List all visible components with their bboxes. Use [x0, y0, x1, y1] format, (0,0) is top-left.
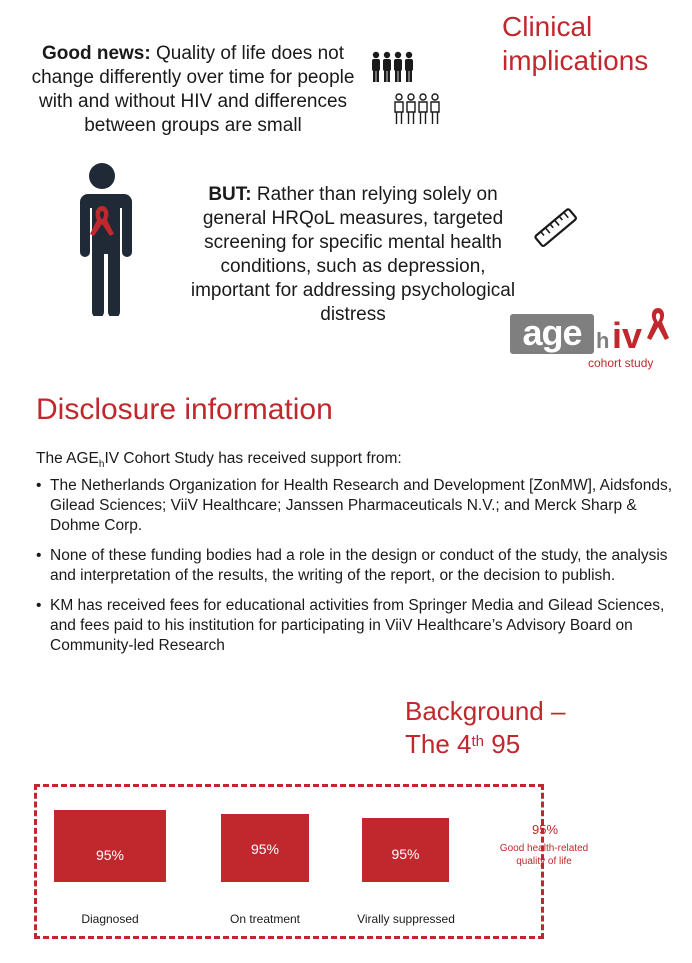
- bar-diagnosed: [54, 810, 166, 882]
- disclosure-list: [36, 476, 676, 666]
- title-line: Clinical: [502, 11, 593, 42]
- list-item: • The Netherlands Organization for Health Research and Development [ZonMW], Aidsfonds, Gilead Sciences; ViiV Healthcare; Janssen Pharmaceuticals N.V.; and Merck Sharp & Dohme Corp.: [36, 476, 676, 536]
- bar-value-label: 95%: [391, 846, 420, 862]
- but-text: [190, 183, 516, 327]
- logo-iv: iv: [612, 315, 643, 356]
- intro-part: The AGE: [36, 450, 99, 467]
- logo-subtitle: cohort study: [588, 356, 654, 370]
- logo-age: age: [510, 314, 594, 354]
- good-news-label: Good news:: [41, 43, 151, 64]
- list-item: • None of these funding bodies had a role in the design or conduct of the study, the analysis and interpretation of the results, the writing of the report, or the decision to publish.: [36, 546, 676, 586]
- list-item: • KM has received fees for educational activities from Springer Media and Gilead Sciences, and fees paid to his institution for participating in ViiV Healthcare’s Advisory Board on Community-led Research: [36, 596, 676, 656]
- people-group-icon: [370, 50, 420, 86]
- bar-virally-suppressed: [362, 818, 449, 882]
- title-part: The 4: [405, 729, 472, 759]
- agehiv-logo: [510, 310, 672, 372]
- title-part: 95: [484, 729, 521, 759]
- bar-on-treatment: [221, 814, 309, 882]
- logo-h: h: [596, 328, 610, 353]
- bar-value-label: 95%: [95, 847, 125, 863]
- disclosure-title: Disclosure information: [36, 393, 333, 426]
- ruler-icon: [532, 206, 580, 250]
- red-ribbon-icon: [646, 306, 670, 342]
- bar-category-label: Diagnosed: [81, 912, 139, 926]
- title-line: implications: [502, 45, 649, 76]
- bar-category-label: On treatment: [229, 912, 301, 926]
- title-line: [405, 728, 565, 761]
- title-superscript: th: [471, 733, 485, 750]
- clinical-implications-title: [502, 10, 692, 78]
- people-outline-group-icon: [393, 92, 445, 128]
- intro-subscript: h: [98, 459, 105, 471]
- good-news-body: Quality of life does not change differently over time for people with and without HIV and differences between groups are small: [31, 43, 355, 136]
- fourth-goal-value: 95%: [531, 822, 559, 837]
- background-title: [405, 695, 565, 761]
- fourth-goal-label: Good health-related quality of life: [499, 843, 589, 867]
- title-line: Background –: [405, 696, 566, 726]
- disclosure-intro: [36, 449, 402, 475]
- good-news-text: [20, 42, 366, 138]
- bar-value-label: 95%: [250, 841, 280, 857]
- but-body: Rather than relying solely on general HRQoL measures, targeted screening for specific mental health conditions, such as depression, important for addressing psychological distress: [190, 184, 516, 325]
- person-red-ribbon-icon: [64, 162, 140, 316]
- bar-category-label: Virally suppressed: [357, 912, 455, 926]
- intro-part: IV Cohort Study has received support from:: [104, 450, 402, 467]
- but-label: BUT:: [208, 184, 252, 205]
